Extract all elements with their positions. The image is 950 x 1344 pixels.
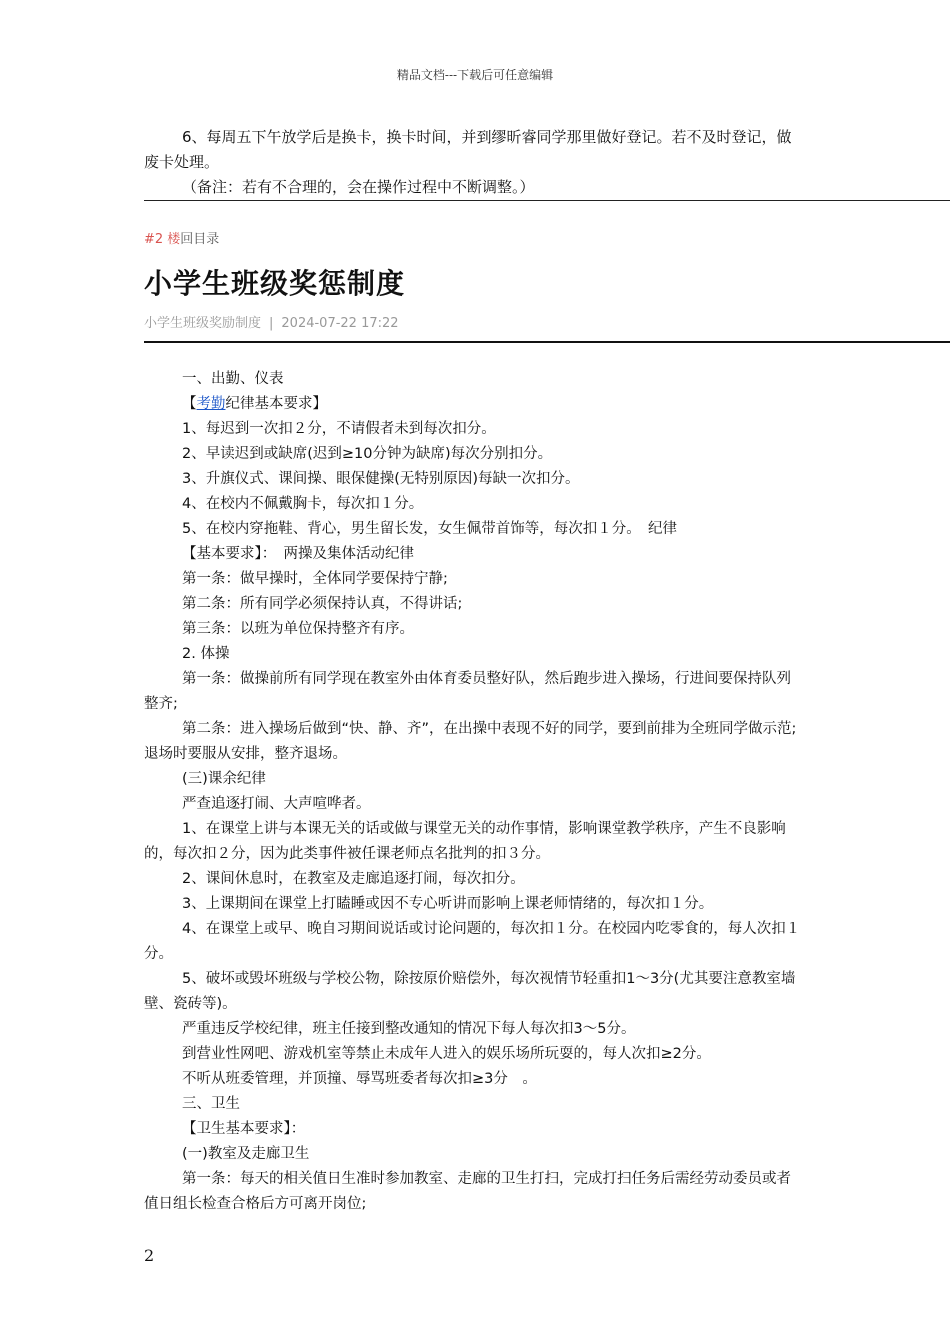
rule-item: 到营业性网吧、游戏机室等禁止未成年人进入的娱乐场所玩耍的，每人次扣≥2分。 (182, 1046, 711, 1062)
rule-item: 1、在课堂上讲与本课无关的话或做与课堂无关的动作事情，影响课堂教学秩序，产生不良影响的，每次扣２分，因为此类事件被任课老师点名批判的扣３分。 (144, 821, 786, 862)
article-body (144, 367, 804, 1217)
remark-paragraph: （备注：若有不合理的，会在操作过程中不断调整。） (182, 178, 535, 196)
rule-item: 第二条：进入操场后做到“快、静、齐”，在出操中表现不好的同学，要到前排为全班同学做示范;退场时要服从安排，整齐退场。 (144, 721, 797, 762)
back-to-toc-link[interactable]: 回目录 (180, 232, 220, 247)
subheading: 2. 体操 (182, 646, 230, 662)
floor-tag: #2 楼 (144, 232, 181, 247)
rule-item: 第二条：所有同学必须保持认真，不得讲话; (182, 596, 463, 612)
article-title: 小学生班级奖惩制度 (144, 267, 406, 300)
section-heading: 三、卫生 (182, 1096, 240, 1112)
rule-item: 第一条：做早操时，全体同学要保持宁静; (182, 571, 448, 587)
subheading: (三)课余纪律 (182, 771, 266, 787)
previous-section-tail (144, 125, 804, 200)
rule-item: 不听从班委管理，并顶撞、辱骂班委者每次扣≥3分 。 (182, 1071, 537, 1087)
rule-item: 严重违反学校纪律，班主任接到整改通知的情况下每人每次扣3～5分。 (182, 1021, 636, 1037)
rule-item: 2、早读迟到或缺席(迟到≥10分钟为缺席)每次分别扣分。 (182, 446, 553, 462)
subheading: 【基本要求】： 两操及集体活动纪律 (182, 546, 414, 562)
section-heading: 一、出勤、仪表 (182, 371, 284, 387)
title-divider (144, 341, 950, 343)
subheading-rest: 纪律基本要求】 (225, 396, 327, 412)
rule-item: 3、上课期间在课堂上打瞌睡或因不专心听讲而影响上课老师情绪的，每次扣１分。 (182, 896, 714, 912)
section-divider (144, 200, 950, 201)
floor-line (144, 228, 219, 247)
rule-item: 第三条：以班为单位保持整齐有序。 (182, 621, 414, 637)
paragraph: 6、每周五下午放学后是换卡，换卡时间，并到缪昕睿同学那里做好登记。若不及时登记，做废卡处理。 (144, 128, 792, 171)
rule-item: 5、破坏或毁坏班级与学校公物，除按原价赔偿外，每次视情节轻重扣1～3分(尤其要注意教室墙壁、瓷砖等)。 (144, 971, 796, 1012)
meta-category[interactable]: 小学生班级奖励制度 (144, 316, 262, 331)
meta-datetime: 2024-07-22 17:22 (281, 316, 399, 331)
rule-item: 1、每迟到一次扣２分，不请假者未到每次扣分。 (182, 421, 496, 437)
subheading: (一)教室及走廊卫生 (182, 1146, 310, 1162)
rule-item: 第一条：每天的相关值日生准时参加教室、走廊的卫生打扫，完成打扫任务后需经劳动委员或者值日组长检查合格后方可离开岗位; (144, 1171, 791, 1212)
rule-item: 严查追逐打闹、大声喧哗者。 (182, 796, 371, 812)
meta-separator: | (269, 316, 274, 331)
rule-item: 第一条：做操前所有同学现在教室外由体育委员整好队，然后跑步进入操场，行进间要保持队列整齐; (144, 671, 791, 712)
page-number: 2 (144, 1246, 155, 1265)
attendance-link[interactable]: 考勤 (196, 396, 226, 412)
bracket-open: 【 (182, 396, 197, 412)
page-header: 精品文档---下载后可任意编辑 (396, 68, 554, 82)
subheading: 【卫生基本要求】： (182, 1121, 306, 1137)
rule-item: 4、在课堂上或早、晚自习期间说话或讨论问题的，每次扣１分。在校园内吃零食的，每人次扣１分。 (144, 921, 801, 962)
article-meta (144, 312, 399, 331)
rule-item: 2、课间休息时，在教室及走廊追逐打闹，每次扣分。 (182, 871, 525, 887)
rule-item: 5、在校内穿拖鞋、背心，男生留长发，女生佩带首饰等，每次扣１分。 纪律 (182, 521, 677, 537)
subheading (144, 392, 804, 417)
rule-item: 4、在校内不佩戴胸卡，每次扣１分。 (182, 496, 424, 512)
rule-item: 3、升旗仪式、课间操、眼保健操(无特别原因)每缺一次扣分。 (182, 471, 580, 487)
